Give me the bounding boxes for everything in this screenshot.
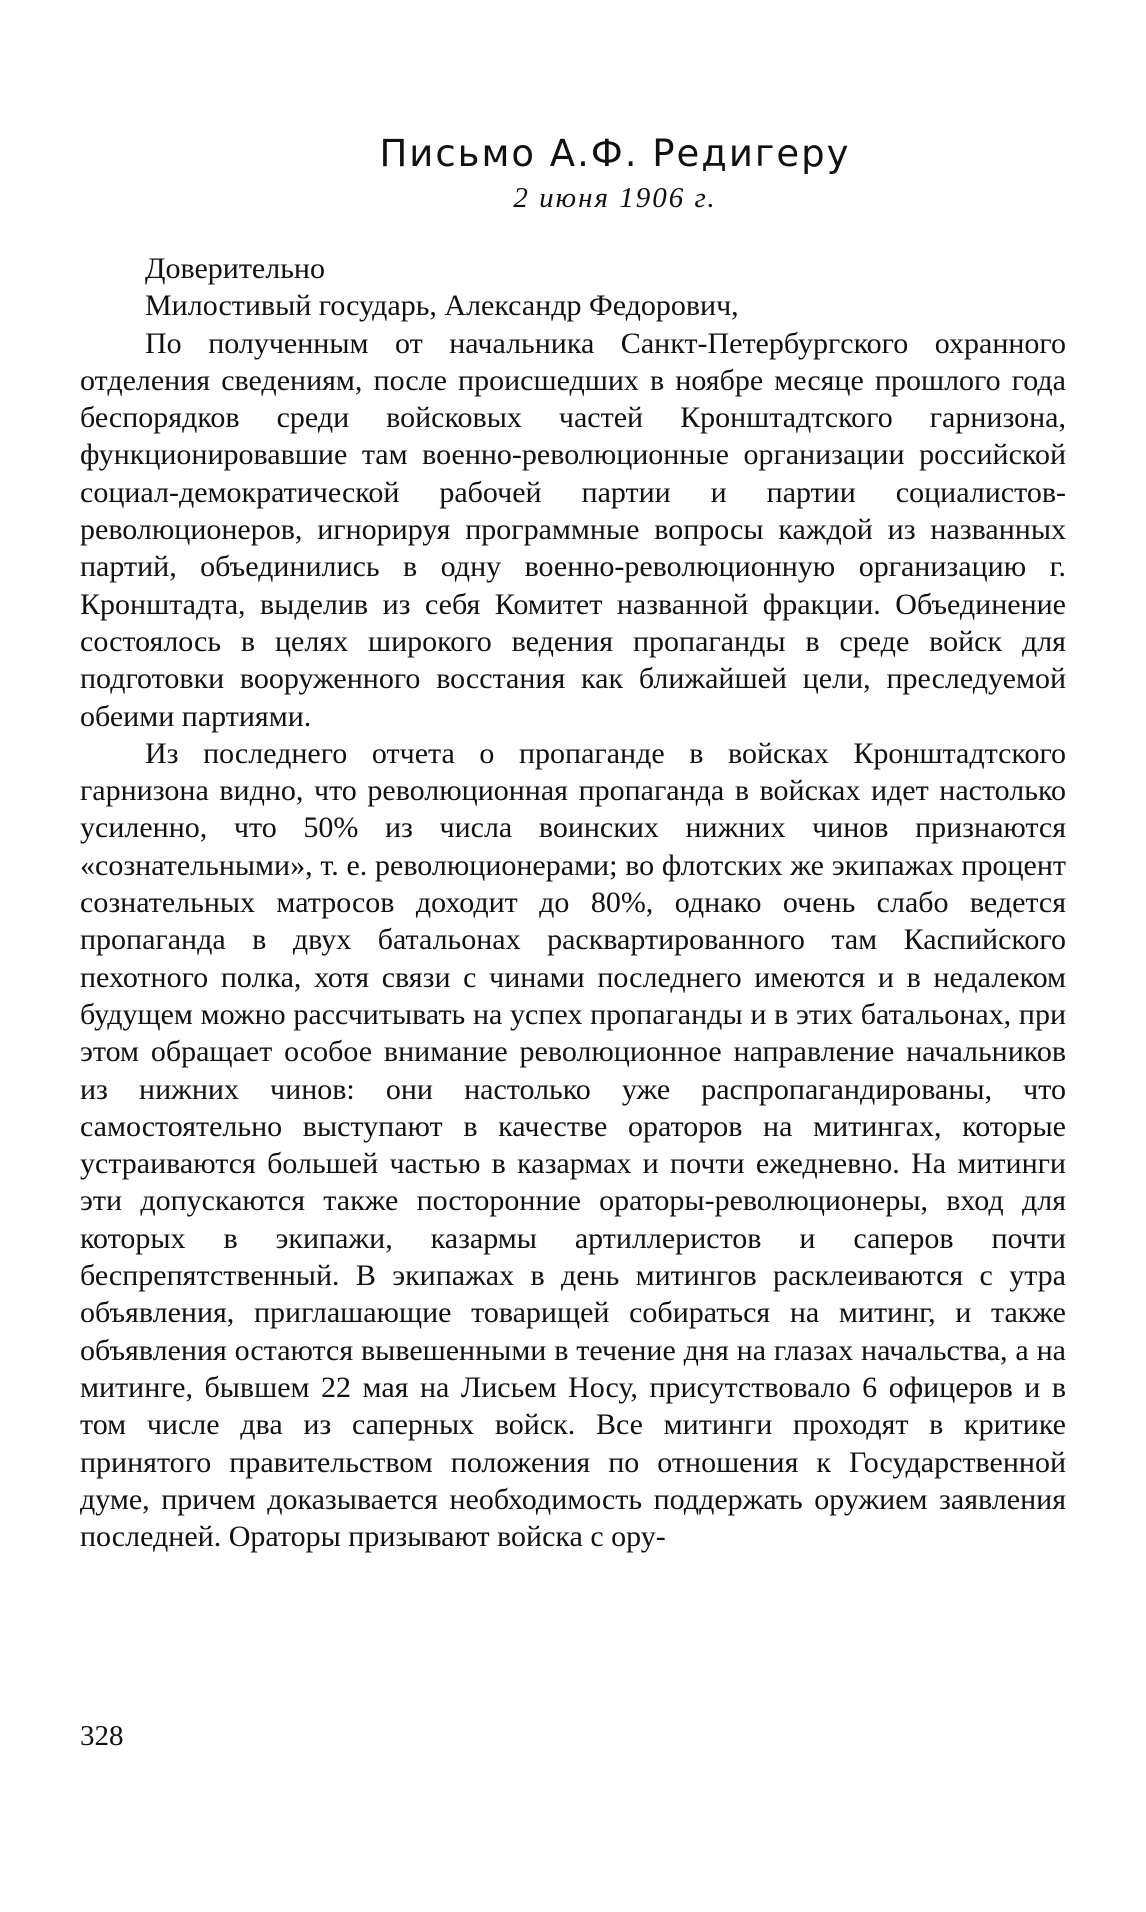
paragraph-2: Из последнего отчета о пропаганде в войсках Кронштадтского гарнизона видно, что революционная пропаганда в войсках идет настолько усиленно, что 50% из числа воинских нижних чинов признаются «сознательными», т. е. революционерами; во флотских же экипажах процент сознательных матросов доходит до 80%, однако очень слабо ведется пропаганда в двух батальонах расквартированного там Каспийского пехотного полка, хотя связи с чинами последнего имеются и в недалеком будущем можно рассчитывать на успех пропаганды и в этих батальонах, при этом обращает особое внимание революционное направление начальников из нижних чинов: они настолько уже распропагандированы, что самостоятельно выступают в качестве ораторов на митингах, которые устраиваются большей частью в казармах и почти ежедневно. На митинги эти допускаются также посторонние ораторы-революционеры, вход для которых в экипажи, казармы артиллеристов и саперов почти беспрепятственный. В экипажах в день митингов расклеиваются с утра объявления, приглашающие товарищей собираться на митинг, и также объявления остаются вывешенными в течение дня на глазах начальства, а на митинге, бывшем 22 мая на Лисьем Носу, присутствовало 6 офицеров и в том числе два из саперных войск. Все митинги проходят в критике принятого правительством положения по отношения к Государственной думе, причем доказывается необходимость поддержать оружием заявления последней. Ораторы призывают войска с ору- <box>80 736 1066 1554</box>
paragraph-1: По полученным от начальника Санкт-Петербургского охранного отделения сведениям, после происшедших в ноябре месяце прошлого года беспорядков среди войсковых частей Кронштадтского гарнизона, функционировавшие там военно-революционные организации российской социал-демократической рабочей партии и партии социалистов-революционеров, игнорируя программные вопросы каждой из названных партий, объединились в одну военно-революционную организацию г. Кронштадта, выделив из себя Комитет названной фракции. Объединение состоялось в целях широкого ведения пропаганды в среде войск для подготовки вооруженного восстания как ближайшей цели, преследуемой обеими партиями. <box>80 326 1066 733</box>
page-number: 328 <box>80 1720 124 1752</box>
salutation: Милостивый государь, Александр Федорович, <box>145 289 739 323</box>
letter-date: 2 июня 1906 г. <box>513 182 717 214</box>
confidential-label: Доверительно <box>145 252 325 285</box>
letter-body <box>80 250 1066 1555</box>
page-title: Письмо А.Ф. Редигеру <box>379 132 851 175</box>
